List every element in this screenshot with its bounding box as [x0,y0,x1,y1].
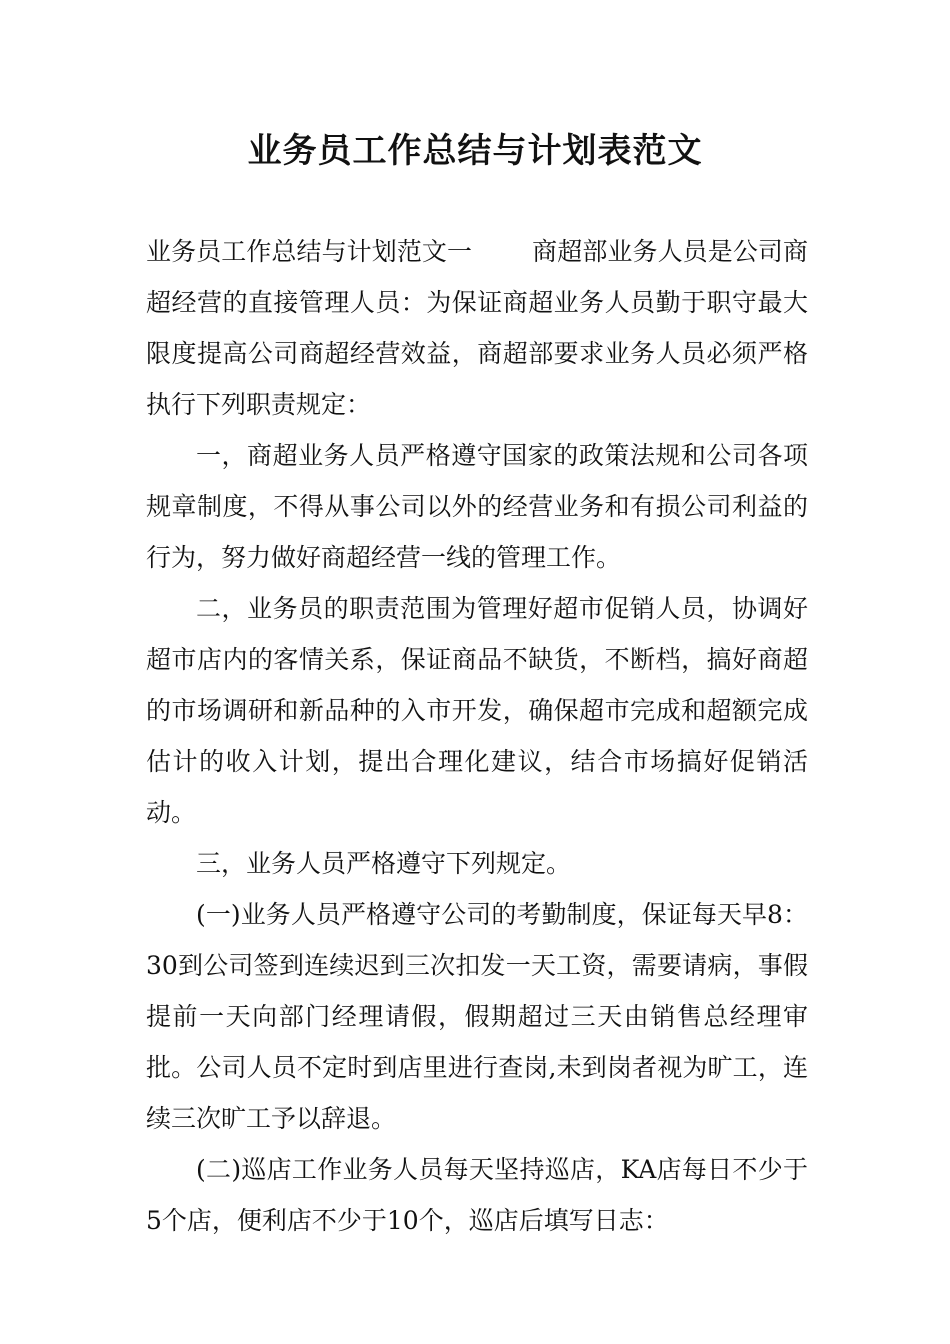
paragraph-4: (一)业务人员严格遵守公司的考勤制度，保证每天早8：30到公司签到连续迟到三次扣发一天工资，需要请病，事假提前一天向部门经理请假，假期超过三天由销售总经理审批。公司人员不定时到店里进行查岗,未到岗者视为旷工，连续三次旷工予以辞退。 [146,900,808,1133]
intro-text: 商超部业务人员是公司商超经营的直接管理人员：为保证商超业务人员勤于职守最大限度提高公司商超经营效益，商超部要求业务人员必须严格执行下列职责规定： [146,237,808,419]
document-title: 业务员工作总结与计划表范文 [247,131,703,171]
document-body [146,226,808,1246]
paragraph-3: 三，业务人员严格遵守下列规定。 [196,849,572,878]
intro-paragraph [146,226,808,430]
paragraph-2: 二，业务员的职责范围为管理好超市促销人员，协调好超市店内的客情关系，保证商品不缺货，不断档，搞好商超的市场调研和新品种的入市开发，确保超市完成和超额完成估计的收入计划，提出合理化建议，结合市场搞好促销活动。 [146,594,808,827]
paragraph-1: 一，商超业务人员严格遵守国家的政策法规和公司各项规章制度，不得从事公司以外的经营业务和有损公司利益的行为，努力做好商超经营一线的管理工作。 [146,441,808,572]
paragraph-5: (二)巡店工作业务人员每天坚持巡店，KA店每日不少于5个店，便利店不少于10个，巡店后填写日志： [146,1155,808,1235]
intro-heading: 业务员工作总结与计划范文一 [146,237,473,266]
